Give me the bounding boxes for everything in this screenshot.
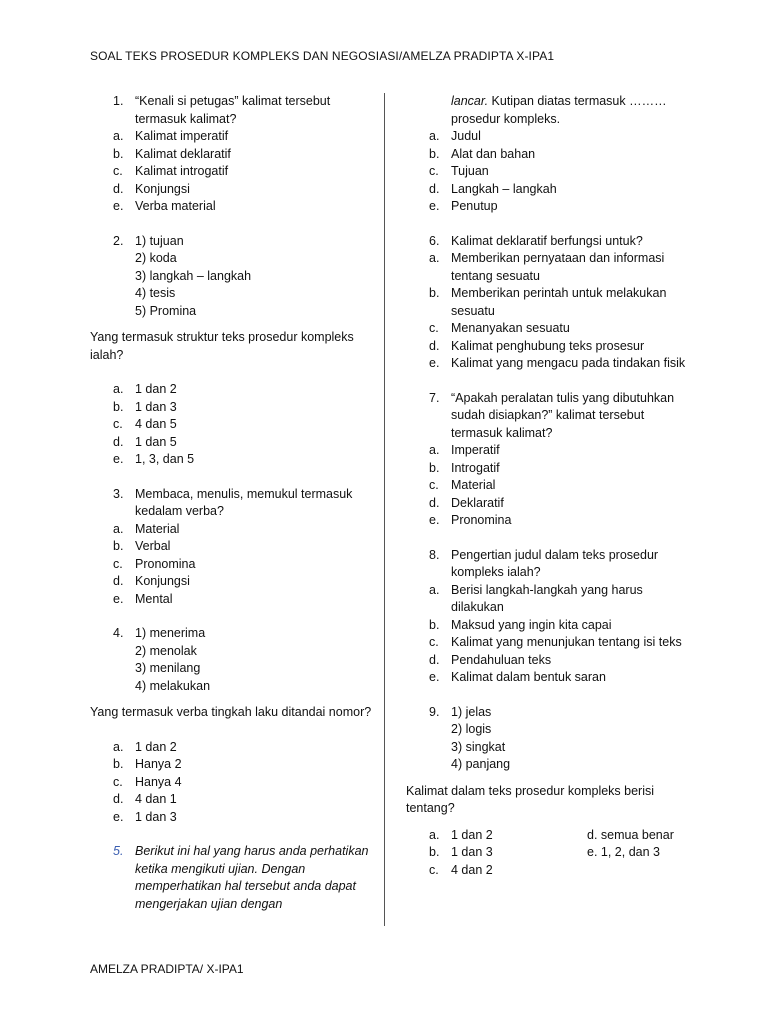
option-letter: b. bbox=[429, 617, 440, 632]
item-list bbox=[451, 704, 691, 774]
option-item bbox=[90, 434, 372, 452]
options-q5 bbox=[406, 128, 691, 216]
option-text: 1 dan 2 bbox=[451, 827, 493, 842]
option-text: Tujuan bbox=[451, 164, 489, 178]
option-letter: a. bbox=[429, 827, 440, 842]
right-column bbox=[406, 93, 691, 879]
option-item bbox=[406, 652, 691, 670]
option-letter: a. bbox=[429, 251, 440, 265]
question-4 bbox=[90, 625, 372, 695]
list-item: 2) logis bbox=[451, 722, 492, 736]
option-text: Kalimat penghubung teks prosesur bbox=[451, 338, 645, 353]
question-number: 2. bbox=[113, 233, 124, 248]
option-item bbox=[406, 181, 691, 199]
list-item: 2) koda bbox=[135, 251, 177, 265]
option-text: Kalimat introgatif bbox=[135, 164, 229, 178]
option-letter: e. bbox=[429, 199, 440, 213]
question-text: Kalimat deklaratif berfungsi untuk? bbox=[451, 233, 643, 248]
option-text: 1 dan 2 bbox=[135, 739, 177, 754]
option-item bbox=[406, 669, 691, 687]
question-prompt: Yang termasuk struktur teks prosedur kompleks ialah? bbox=[90, 330, 354, 362]
question-text: Membaca, menulis, memukul termasuk kedalam verba? bbox=[135, 486, 353, 518]
option-b bbox=[406, 844, 691, 862]
option-letter: c. bbox=[113, 417, 123, 431]
question-number: 8. bbox=[429, 547, 440, 562]
option-letter: d. bbox=[429, 495, 440, 510]
question-number: 5. bbox=[113, 844, 124, 858]
option-item bbox=[90, 756, 372, 774]
option-item bbox=[406, 512, 691, 530]
option-text: Verbal bbox=[135, 539, 171, 553]
option-letter: a. bbox=[429, 443, 440, 457]
option-item bbox=[406, 582, 691, 617]
left-column bbox=[90, 93, 372, 913]
option-item bbox=[406, 338, 691, 356]
option-item bbox=[406, 146, 691, 164]
option-text: Alat dan bahan bbox=[451, 146, 536, 161]
option-item bbox=[90, 451, 372, 469]
option-item bbox=[90, 381, 372, 399]
option-text: Deklaratif bbox=[451, 495, 504, 510]
option-text: Berisi langkah-langkah yang harus dilakukan bbox=[451, 582, 643, 614]
italic-fragment: lancar. bbox=[451, 94, 489, 108]
option-letter: d. bbox=[429, 338, 440, 353]
option-text: Hanya 2 bbox=[135, 757, 182, 771]
options-q7 bbox=[406, 442, 691, 530]
option-letter: a. bbox=[113, 382, 124, 396]
list-item: 5) Promina bbox=[135, 303, 197, 318]
option-letter: a. bbox=[113, 129, 124, 143]
option-text: 4 dan 1 bbox=[135, 792, 177, 806]
question-7 bbox=[406, 390, 691, 443]
option-item bbox=[406, 460, 691, 478]
item-list bbox=[135, 625, 372, 695]
option-item bbox=[406, 250, 691, 285]
option-item bbox=[90, 181, 372, 199]
option-text: Memberikan perintah untuk melakukan sesuatu bbox=[451, 286, 667, 318]
question-text: Pengertian judul dalam teks prosedur kompleks ialah? bbox=[451, 547, 659, 579]
options-q4 bbox=[90, 739, 372, 827]
option-letter: e. bbox=[113, 809, 124, 824]
option-item bbox=[90, 128, 372, 146]
column-divider bbox=[384, 93, 385, 926]
option-letter: a. bbox=[429, 129, 440, 143]
list-item: 1) menerima bbox=[135, 626, 206, 640]
option-c bbox=[406, 862, 691, 880]
option-item bbox=[90, 163, 372, 181]
option-letter: d. bbox=[429, 181, 440, 196]
option-letter: a. bbox=[113, 521, 124, 536]
option-letter: b. bbox=[429, 460, 440, 475]
option-letter: d. bbox=[429, 652, 440, 667]
option-letter: c. bbox=[429, 164, 439, 178]
option-item bbox=[90, 774, 372, 792]
option-letter: d. bbox=[113, 574, 124, 588]
option-item bbox=[406, 617, 691, 635]
question-9 bbox=[406, 704, 691, 774]
option-item bbox=[90, 573, 372, 591]
option-a bbox=[406, 827, 691, 845]
option-letter: c. bbox=[429, 321, 439, 335]
option-item bbox=[406, 477, 691, 495]
list-item: 1) tujuan bbox=[135, 233, 184, 248]
option-e-text: e. 1, 2, dan 3 bbox=[587, 845, 660, 859]
option-item bbox=[406, 285, 691, 320]
list-item: 4) tesis bbox=[135, 286, 176, 300]
option-letter: c. bbox=[113, 164, 123, 178]
option-text: 4 dan 2 bbox=[451, 862, 493, 877]
option-item bbox=[90, 591, 372, 609]
question-prompt: Yang termasuk verba tingkah laku ditandai nomor? bbox=[90, 705, 372, 719]
option-letter: b. bbox=[429, 146, 440, 161]
option-item bbox=[406, 634, 691, 652]
option-item bbox=[406, 355, 691, 373]
option-text: Verba material bbox=[135, 199, 216, 213]
item-list bbox=[135, 233, 372, 321]
option-letter: e. bbox=[113, 199, 124, 213]
option-item bbox=[406, 495, 691, 513]
option-letter: d. bbox=[113, 434, 124, 449]
option-letter: c. bbox=[429, 635, 439, 649]
option-letter: e. bbox=[113, 591, 124, 606]
option-item bbox=[90, 198, 372, 216]
list-item: 4) melakukan bbox=[135, 678, 211, 693]
option-text: 4 dan 5 bbox=[135, 417, 177, 431]
question-number: 6. bbox=[429, 233, 440, 248]
list-item: 2) menolak bbox=[135, 643, 197, 658]
option-letter: b. bbox=[113, 146, 124, 161]
option-letter: c. bbox=[429, 478, 439, 492]
option-text: Hanya 4 bbox=[135, 774, 182, 789]
option-text: Material bbox=[451, 478, 496, 492]
options-q1 bbox=[90, 128, 372, 216]
option-text: Maksud yang ingin kita capai bbox=[451, 617, 612, 632]
options-q2 bbox=[90, 381, 372, 469]
question-3 bbox=[90, 486, 372, 521]
options-q8 bbox=[406, 582, 691, 687]
list-item: 4) panjang bbox=[451, 757, 511, 771]
option-item bbox=[406, 128, 691, 146]
question-number: 9. bbox=[429, 704, 440, 719]
option-letter: c. bbox=[429, 862, 439, 877]
option-text: Kalimat deklaratif bbox=[135, 146, 231, 161]
list-item: 3) menilang bbox=[135, 661, 201, 675]
option-item bbox=[406, 198, 691, 216]
option-d-text: d. semua benar bbox=[587, 827, 674, 842]
option-text: Langkah – langkah bbox=[451, 181, 557, 196]
question-prompt: Kalimat dalam teks prosedur kompleks berisi tentang? bbox=[406, 783, 655, 815]
option-text: 1 dan 2 bbox=[135, 382, 177, 396]
options-q3 bbox=[90, 521, 372, 609]
option-text: Kalimat dalam bentuk saran bbox=[451, 670, 606, 684]
option-letter: b. bbox=[429, 845, 440, 859]
option-letter: b. bbox=[429, 286, 440, 300]
option-text: Kalimat yang mengacu pada tindakan fisik bbox=[451, 356, 686, 370]
option-letter: b. bbox=[113, 757, 124, 771]
option-text: Konjungsi bbox=[135, 181, 190, 196]
option-text: Memberikan pernyataan dan informasi tentang sesuatu bbox=[451, 251, 665, 283]
option-letter: b. bbox=[113, 539, 124, 553]
option-text: Judul bbox=[451, 129, 481, 143]
option-item bbox=[90, 146, 372, 164]
list-item: 1) jelas bbox=[451, 704, 492, 719]
option-text: Kalimat imperatif bbox=[135, 129, 229, 143]
question-text: Kutipan diatas termasuk ……… prosedur kompleks. bbox=[451, 94, 667, 126]
option-letter: b. bbox=[113, 399, 124, 414]
option-letter: e. bbox=[113, 452, 124, 466]
option-text: Pronomina bbox=[135, 556, 196, 571]
page-footer: AMELZA PRADIPTA/ X-IPA1 bbox=[90, 962, 244, 976]
question-1 bbox=[90, 93, 372, 128]
option-letter: e. bbox=[429, 513, 440, 527]
option-item bbox=[406, 320, 691, 338]
question-2 bbox=[90, 233, 372, 321]
option-item bbox=[90, 416, 372, 434]
option-letter: d. bbox=[113, 181, 124, 196]
option-text: Kalimat yang menunjukan tentang isi teks bbox=[451, 635, 682, 649]
option-text: Konjungsi bbox=[135, 574, 190, 588]
option-letter: e. bbox=[429, 356, 440, 370]
question-text: Berikut ini hal yang harus anda perhatikan ketika mengikuti ujian. Dengan memperhatikan hal tersebut anda dapat mengerjakan ujian dengan bbox=[135, 844, 369, 911]
list-item: 3) singkat bbox=[451, 739, 506, 754]
option-text: 1, 3, dan 5 bbox=[135, 452, 195, 466]
question-text: “Kenali si petugas” kalimat tersebut termasuk kalimat? bbox=[135, 94, 331, 126]
question-number: 4. bbox=[113, 626, 124, 640]
option-text: 1 dan 5 bbox=[135, 434, 177, 449]
option-text: Imperatif bbox=[451, 443, 500, 457]
question-5-continued bbox=[406, 93, 691, 128]
option-item bbox=[90, 809, 372, 827]
option-text: 1 dan 3 bbox=[135, 399, 177, 414]
option-text: 1 dan 3 bbox=[451, 845, 493, 859]
option-item bbox=[90, 521, 372, 539]
option-text: Mental bbox=[135, 591, 173, 606]
list-item: 3) langkah – langkah bbox=[135, 268, 252, 283]
option-item bbox=[90, 399, 372, 417]
question-5 bbox=[90, 843, 372, 913]
option-text: Introgatif bbox=[451, 460, 500, 475]
question-number: 7. bbox=[429, 390, 440, 405]
option-letter: c. bbox=[113, 774, 123, 789]
option-text: Material bbox=[135, 521, 180, 536]
option-letter: e. bbox=[429, 670, 440, 684]
question-8 bbox=[406, 547, 691, 582]
option-text: Penutup bbox=[451, 199, 498, 213]
page-header: SOAL TEKS PROSEDUR KOMPLEKS DAN NEGOSIASI/AMELZA PRADIPTA X-IPA1 bbox=[90, 49, 555, 63]
option-item bbox=[90, 556, 372, 574]
question-text: “Apakah peralatan tulis yang dibutuhkan sudah disiapkan?” kalimat tersebut termasuk kalimat? bbox=[451, 390, 675, 440]
option-letter: a. bbox=[429, 582, 440, 597]
option-text: Pronomina bbox=[451, 513, 512, 527]
question-number: 3. bbox=[113, 486, 124, 501]
option-letter: d. bbox=[113, 792, 124, 806]
option-letter: a. bbox=[113, 739, 124, 754]
option-item bbox=[406, 442, 691, 460]
question-6 bbox=[406, 233, 691, 251]
option-text: Menanyakan sesuatu bbox=[451, 321, 570, 335]
option-text: 1 dan 3 bbox=[135, 809, 177, 824]
option-letter: c. bbox=[113, 556, 123, 571]
option-item bbox=[406, 163, 691, 181]
option-item bbox=[90, 538, 372, 556]
options-q6 bbox=[406, 250, 691, 373]
option-text: Pendahuluan teks bbox=[451, 652, 552, 667]
option-item bbox=[90, 739, 372, 757]
option-item bbox=[90, 791, 372, 809]
question-number: 1. bbox=[113, 94, 124, 108]
